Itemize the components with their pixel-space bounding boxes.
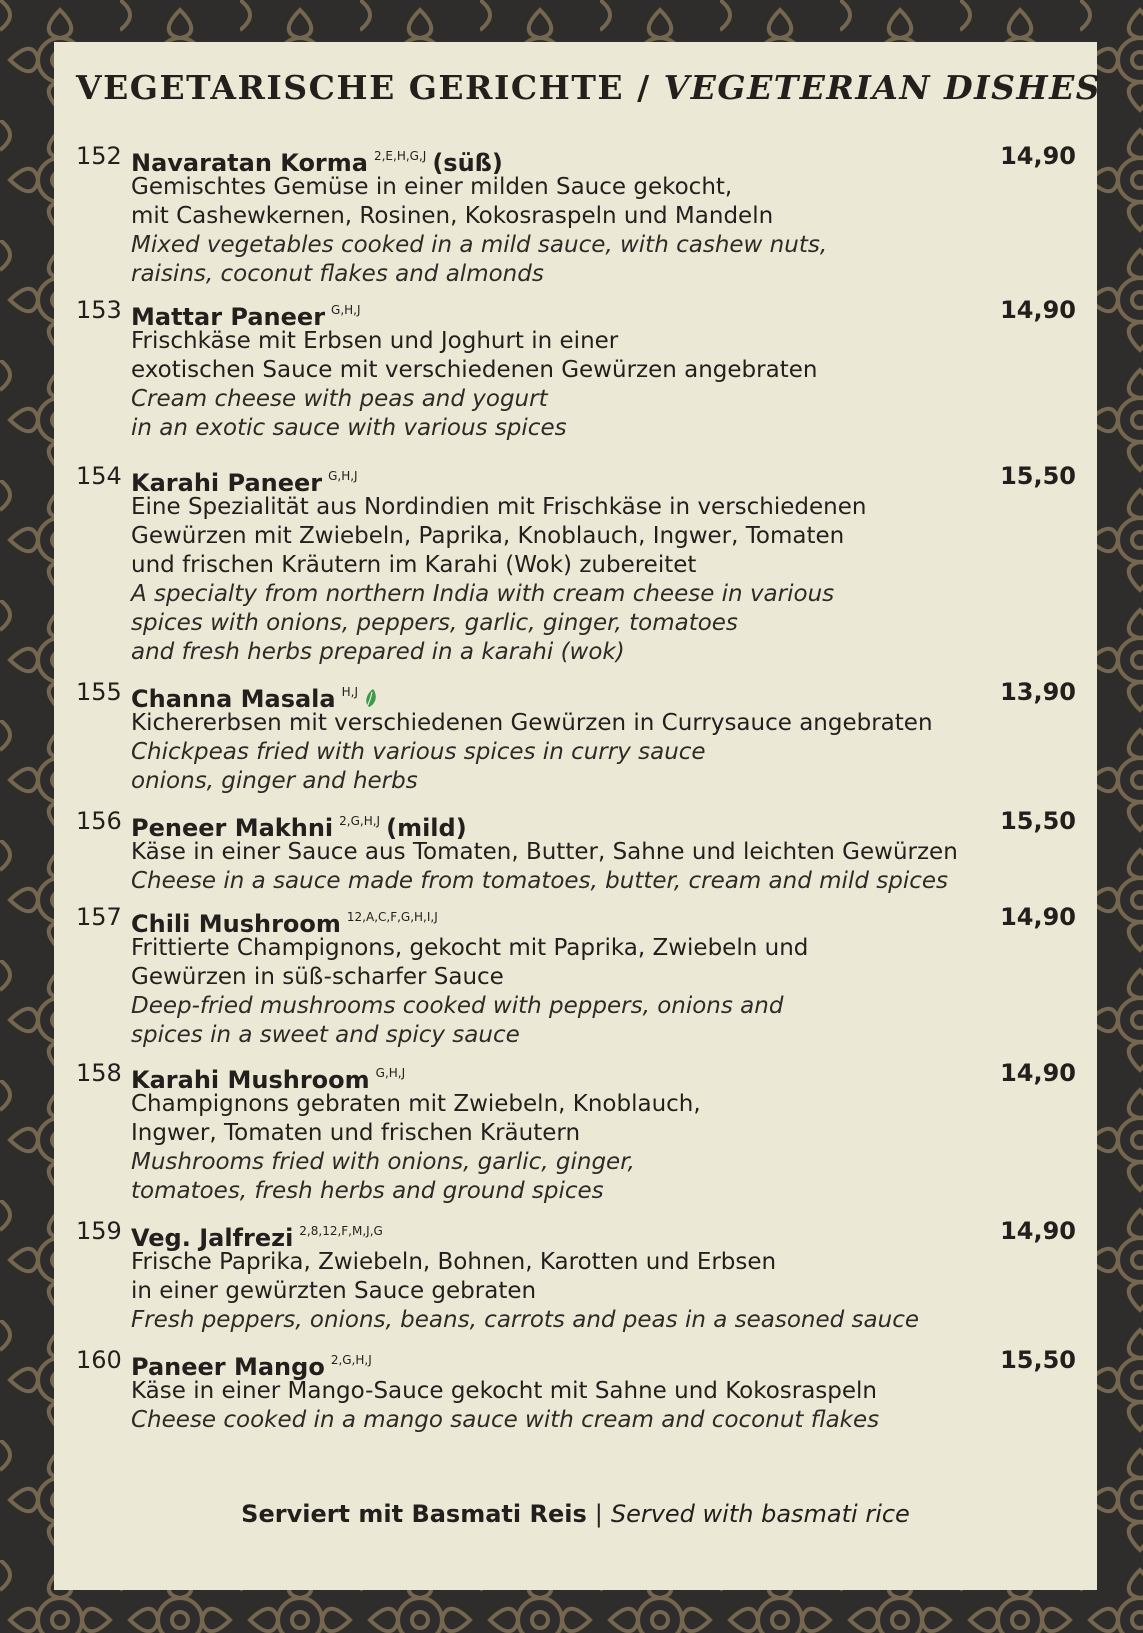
description-english-line: and fresh herbs prepared in a karahi (wok) bbox=[131, 639, 625, 665]
description-german-line: und frischen Kräutern im Karahi (Wok) zubereitet bbox=[131, 552, 697, 578]
dish-description bbox=[131, 1377, 1076, 1435]
description-english-line: tomatoes, fresh herbs and ground spices bbox=[131, 1178, 604, 1204]
allergen-codes: H,J bbox=[341, 685, 358, 699]
dish-list bbox=[76, 139, 1076, 1435]
dish-name: Veg. Jalfrezi bbox=[131, 1224, 294, 1252]
description-english-line: onions, ginger and herbs bbox=[131, 768, 418, 794]
allergen-codes: 2,G,H,J bbox=[330, 1353, 372, 1367]
dish-name: Karahi Mushroom bbox=[131, 1066, 370, 1094]
description-english-line: raisins, coconut flakes and almonds bbox=[131, 261, 544, 287]
menu-item-header bbox=[76, 459, 1076, 497]
description-english-line: Deep-fried mushrooms cooked with peppers, onions and bbox=[131, 993, 784, 1019]
menu-card bbox=[54, 42, 1102, 1590]
menu-item bbox=[76, 900, 1076, 1050]
description-german-line: Frittierte Champignons, gekocht mit Paprika, Zwiebeln und bbox=[131, 935, 809, 961]
serving-note bbox=[54, 1500, 1097, 1528]
menu-item bbox=[76, 1343, 1076, 1435]
menu-item bbox=[76, 293, 1076, 443]
serving-note-english: Served with basmati rice bbox=[610, 1500, 910, 1528]
dish-description bbox=[131, 327, 1076, 443]
description-german-line: Gewürzen in süß-scharfer Sauce bbox=[131, 964, 504, 990]
description-english-line: Mixed vegetables cooked in a mild sauce, with cashew nuts, bbox=[131, 232, 828, 258]
dish-number: 157 bbox=[76, 903, 122, 931]
menu-item bbox=[76, 675, 1076, 796]
menu-item-header bbox=[76, 675, 1076, 713]
dish-price: 14,90 bbox=[1000, 1217, 1076, 1245]
dish-price: 15,50 bbox=[1000, 1346, 1076, 1374]
description-german-line: Gemischtes Gemüse in einer milden Sauce gekocht, bbox=[131, 174, 733, 200]
allergen-codes: G,H,J bbox=[331, 303, 361, 317]
allergen-codes: 2,G,H,J bbox=[339, 814, 381, 828]
dish-name: Paneer Mango bbox=[131, 1353, 325, 1381]
description-german-line: in einer gewürzten Sauce gebraten bbox=[131, 1278, 537, 1304]
dish-name: Channa Masala bbox=[131, 685, 336, 713]
menu-item bbox=[76, 139, 1076, 289]
dish-number: 153 bbox=[76, 296, 122, 324]
menu-item-header bbox=[76, 293, 1076, 331]
menu-item-header bbox=[76, 900, 1076, 938]
menu-item bbox=[76, 459, 1076, 667]
title-german: VEGETARISCHE GERICHTE / bbox=[76, 68, 651, 107]
dish-price: 14,90 bbox=[1000, 296, 1076, 324]
description-german-line: Käse in einer Sauce aus Tomaten, Butter, Sahne und leichten Gewürzen bbox=[131, 839, 958, 865]
menu-item-header bbox=[76, 1214, 1076, 1252]
dish-number: 159 bbox=[76, 1217, 122, 1245]
dish-price: 14,90 bbox=[1000, 903, 1076, 931]
dish-name-group bbox=[131, 139, 503, 180]
dish-name-group bbox=[131, 293, 361, 334]
allergen-codes: G,H,J bbox=[375, 1066, 406, 1080]
menu-item-header bbox=[76, 804, 1076, 842]
description-english-line: A specialty from northern India with cream cheese in various bbox=[131, 581, 835, 607]
dish-tag: (süß) bbox=[432, 149, 503, 177]
description-german-line: mit Cashewkernen, Rosinen, Kokosraspeln und Mandeln bbox=[131, 203, 774, 229]
allergen-codes: 2,8,12,F,M,J,G bbox=[299, 1224, 383, 1238]
description-english-line: in an exotic sauce with various spices bbox=[131, 415, 567, 441]
dish-name-group bbox=[131, 675, 377, 716]
dish-price: 14,90 bbox=[1000, 142, 1076, 170]
description-german-line: Kichererbsen mit verschiedenen Gewürzen in Currysauce angebraten bbox=[131, 710, 933, 736]
serving-note-separator: | bbox=[594, 1500, 603, 1528]
description-english-line: Cream cheese with peas and yogurt bbox=[131, 386, 548, 412]
dish-number: 155 bbox=[76, 678, 122, 706]
dish-number: 154 bbox=[76, 462, 122, 490]
menu-item bbox=[76, 1214, 1076, 1335]
leaf-icon bbox=[363, 688, 377, 710]
dish-name-group bbox=[131, 1343, 372, 1384]
title-english: VEGETERIAN DISHES bbox=[663, 68, 1102, 107]
dish-name: Peneer Makhni bbox=[131, 814, 334, 842]
serving-note-german: Serviert mit Basmati Reis bbox=[241, 1500, 587, 1528]
menu-item bbox=[76, 1056, 1076, 1206]
dish-name: Mattar Paneer bbox=[131, 303, 326, 331]
description-german-line: Käse in einer Mango-Sauce gekocht mit Sahne und Kokosraspeln bbox=[131, 1378, 878, 1404]
allergen-codes: G,H,J bbox=[328, 469, 358, 483]
description-english-line: Mushrooms fried with onions, garlic, ginger, bbox=[131, 1149, 635, 1175]
description-german-line: exotischen Sauce mit verschiedenen Gewürzen angebraten bbox=[131, 357, 818, 383]
dish-price: 15,50 bbox=[1000, 807, 1076, 835]
menu-item bbox=[76, 804, 1076, 896]
dish-description bbox=[131, 838, 1076, 896]
dish-price: 13,90 bbox=[1000, 678, 1076, 706]
description-german-line: Frischkäse mit Erbsen und Joghurt in einer bbox=[131, 328, 619, 354]
allergen-codes: 12,A,C,F,G,H,I,J bbox=[346, 910, 438, 924]
description-english-line: Fresh peppers, onions, beans, carrots and peas in a seasoned sauce bbox=[131, 1307, 919, 1333]
dish-description bbox=[131, 709, 1076, 796]
description-english-line: Cheese cooked in a mango sauce with cream and coconut flakes bbox=[131, 1407, 880, 1433]
dish-number: 160 bbox=[76, 1346, 122, 1374]
description-english-line: Cheese in a sauce made from tomatoes, butter, cream and mild spices bbox=[131, 868, 948, 894]
dish-name-group bbox=[131, 804, 467, 845]
allergen-codes: 2,E,H,G,J bbox=[373, 149, 427, 163]
dish-number: 152 bbox=[76, 142, 122, 170]
dish-name-group bbox=[131, 1214, 383, 1255]
dish-description bbox=[131, 934, 1076, 1050]
description-german-line: Ingwer, Tomaten und frischen Kräutern bbox=[131, 1120, 581, 1146]
description-german-line: Champignons gebraten mit Zwiebeln, Knoblauch, bbox=[131, 1091, 701, 1117]
dish-name: Chili Mushroom bbox=[131, 910, 341, 938]
description-german-line: Gewürzen mit Zwiebeln, Paprika, Knoblauch, Ingwer, Tomaten bbox=[131, 523, 845, 549]
menu-item-header bbox=[76, 1056, 1076, 1094]
dish-name-group bbox=[131, 459, 358, 500]
menu-item-header bbox=[76, 139, 1076, 177]
description-german-line: Eine Spezialität aus Nordindien mit Frischkäse in verschiedenen bbox=[131, 494, 867, 520]
description-english-line: Chickpeas fried with various spices in curry sauce bbox=[131, 739, 706, 765]
description-german-line: Frische Paprika, Zwiebeln, Bohnen, Karotten und Erbsen bbox=[131, 1249, 777, 1275]
page-title bbox=[76, 68, 1101, 107]
dish-tag: (mild) bbox=[386, 814, 467, 842]
dish-number: 156 bbox=[76, 807, 122, 835]
description-english-line: spices with onions, peppers, garlic, ginger, tomatoes bbox=[131, 610, 738, 636]
description-english-line: spices in a sweet and spicy sauce bbox=[131, 1022, 520, 1048]
dish-name-group bbox=[131, 900, 438, 941]
dish-name: Navaratan Korma bbox=[131, 149, 368, 177]
dish-description bbox=[131, 1090, 1076, 1206]
dish-number: 158 bbox=[76, 1059, 122, 1087]
dish-description bbox=[131, 1248, 1076, 1335]
dish-price: 15,50 bbox=[1000, 462, 1076, 490]
dish-name: Karahi Paneer bbox=[131, 469, 323, 497]
menu-item-header bbox=[76, 1343, 1076, 1381]
dish-description bbox=[131, 493, 1076, 667]
dish-price: 14,90 bbox=[1000, 1059, 1076, 1087]
dish-description bbox=[131, 173, 1076, 289]
dish-name-group bbox=[131, 1056, 405, 1097]
